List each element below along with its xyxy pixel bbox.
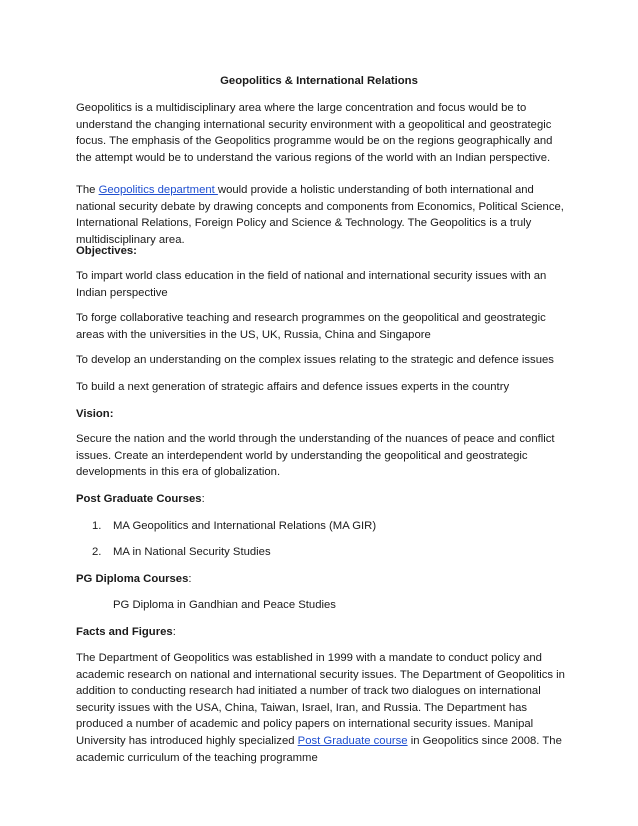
intro-paragraph: Geopolitics is a multidisciplinary area where the large concentration and focus would be to understand the changing international security environment with a geopolitical and geostrategic focus. The emphasis of the Geopolitics programme would be on the regions geographically and the attempt would be to understand the various regions of the world with an Indian perspective. [76,102,553,164]
pg-diploma-item: PG Diploma in Gandhian and Peace Studies [113,599,336,611]
objective-item: To impart world class education in the field of national and international security issues with an Indian perspective [76,270,547,299]
list-number: 1. [92,520,102,532]
post-graduate-course-link[interactable]: Post Graduate course [297,734,408,747]
list-number: 2. [92,546,102,558]
page-title: Geopolitics & International Relations [220,75,418,87]
list-item-text: MA Geopolitics and International Relations (MA GIR) [113,520,377,532]
facts-heading-text: Facts and Figures [76,626,173,638]
pg-courses-heading-text: Post Graduate Courses [76,493,202,505]
objective-item: To develop an understanding on the complex issues relating to the strategic and defence issues [76,354,554,366]
list-item [92,544,271,561]
list-item-text: MA in National Security Studies [113,546,271,558]
objective-item: To forge collaborative teaching and research programmes on the geopolitical and geostrategic areas with the universities in the US, UK, Russia, China and Singapore [76,312,546,341]
facts-text-before: The Department of Geopolitics was established in 1999 with a mandate to conduct policy and academic research on national and international security issues. The Department of Geopolitics in addition to conducting research had initiated a number of track two dialogues on international security issues with the USA, China, Taiwan, Israel, Iran, and Russia. The Department has produced a number of academic and policy papers on international security issues. Manipal University has introduced highly specialized [76,652,565,747]
facts-paragraph [76,650,566,766]
pg-diploma-colon: : [188,573,192,585]
list-item [92,518,376,535]
facts-colon: : [172,626,176,638]
dept-text-after: would provide a holistic understanding of both international and national security debate by drawing concepts and components from Economics, Political Science, International Relations, Foreign Policy and Science & Technology. The Geopolitics is a truly multidisciplinary area. [76,184,564,246]
pg-courses-colon: : [201,493,205,505]
dept-text-before: The [76,184,99,196]
vision-paragraph: Secure the nation and the world through the understanding of the nuances of peace and conflict issues. Create an interdependent world by understanding the geopolitical and geostrategic developments in this era of globalization. [76,433,555,479]
vision-heading: Vision: [76,408,114,420]
department-paragraph [76,182,566,248]
geopolitics-department-link[interactable]: Geopolitics department [98,184,218,196]
facts-heading [76,624,566,641]
objectives-heading: Objectives: [76,245,137,257]
objective-item: To build a next generation of strategic affairs and defence issues experts in the country [76,381,510,393]
facts-text-after: in Geopolitics since 2008. The academic curriculum of the teaching programme [76,734,562,764]
pg-diploma-heading-text: PG Diploma Courses [76,573,189,585]
pg-diploma-heading [76,571,566,588]
pg-courses-heading [76,491,566,508]
